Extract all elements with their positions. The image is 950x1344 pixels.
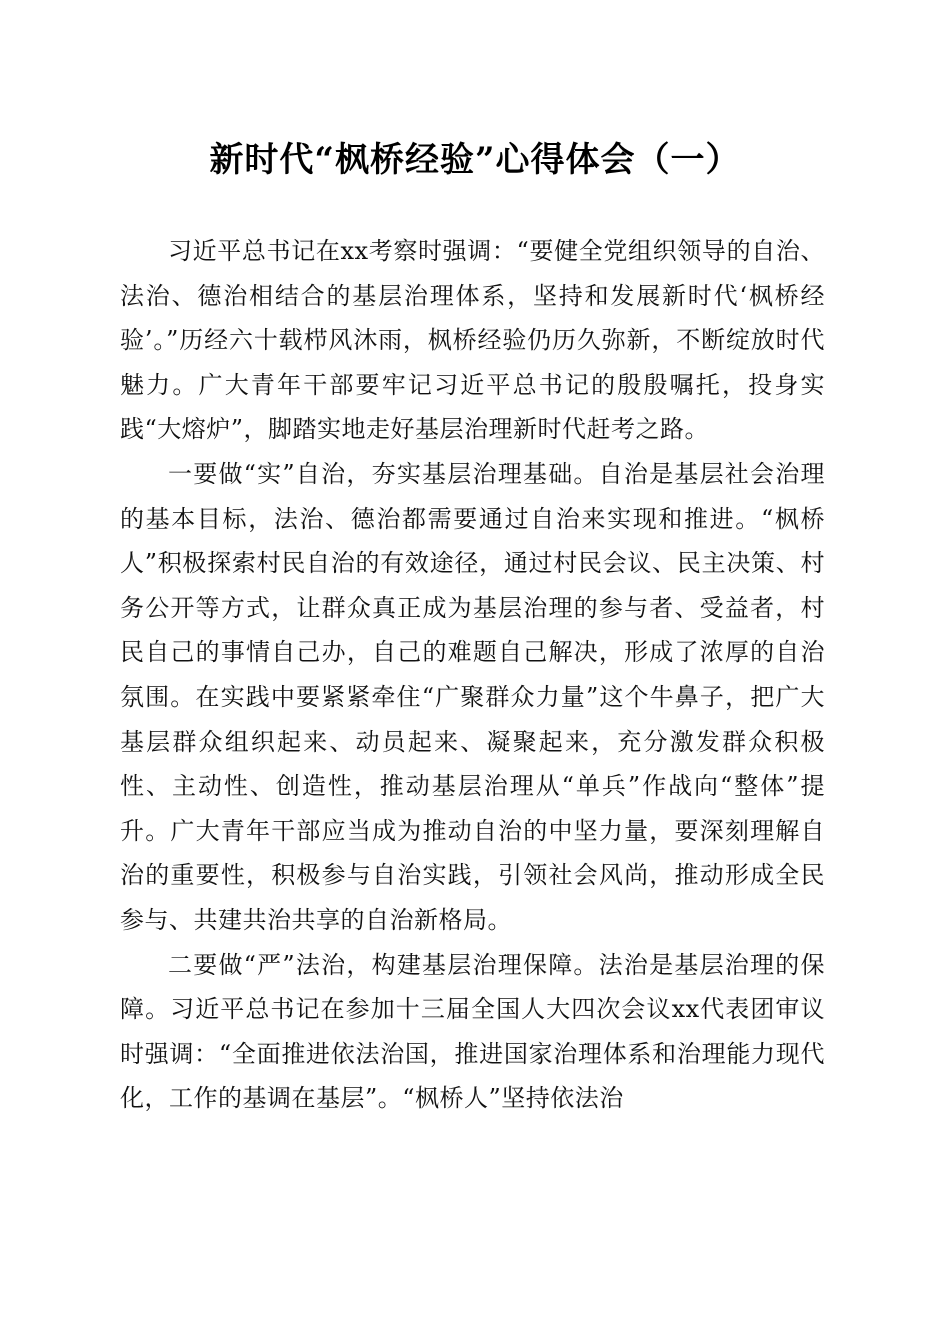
paragraph-rule-of-law: 二要做“严”法治，构建基层治理保障。法治是基层治理的保障。习近平总书记在参加十三届全国人大四次会议xx代表团审议时强调：“全面推进依法治国，推进国家治理体系和治理能力现代化，工作的基调在基层”。“枫桥人”坚持依法治 (120, 950, 825, 1113)
document-title: 新时代“枫桥经验”心得体会（一） (209, 140, 741, 180)
document-body (120, 229, 825, 1121)
paragraph-self-governance: 一要做“实”自治，夯实基层治理基础。自治是基层社会治理的基本目标，法治、德治都需要通过自治来实现和推进。“枫桥人”积极探索村民自治的有效途径，通过村民会议、民主决策、村务公开等方式，让群众真正成为基层治理的参与者、受益者，村民自己的事情自己办，自己的难题自己解决，形成了浓厚的自治氛围。在实践中要紧紧牵住“广聚群众力量”这个牛鼻子，把广大基层群众组织起来、动员起来、凝聚起来，充分激发群众积极性、主动性、创造性，推动基层治理从“单兵”作战向“整体”提升。广大青年干部应当成为推动自治的中坚力量，要深刻理解自治的重要性，积极参与自治实践，引领社会风尚，推动形成全民参与、共建共治共享的自治新格局。 (120, 459, 825, 934)
paragraph-intro: 习近平总书记在xx考察时强调：“要健全党组织领导的自治、法治、德治相结合的基层治理体系，坚持和发展新时代‘枫桥经验’。”历经六十载栉风沐雨，枫桥经验仍历久弥新，不断绽放时代魅力。广大青年干部要牢记习近平总书记的殷殷嘱托，投身实践“大熔炉”，脚踏实地走好基层治理新时代赶考之路。 (120, 237, 825, 444)
